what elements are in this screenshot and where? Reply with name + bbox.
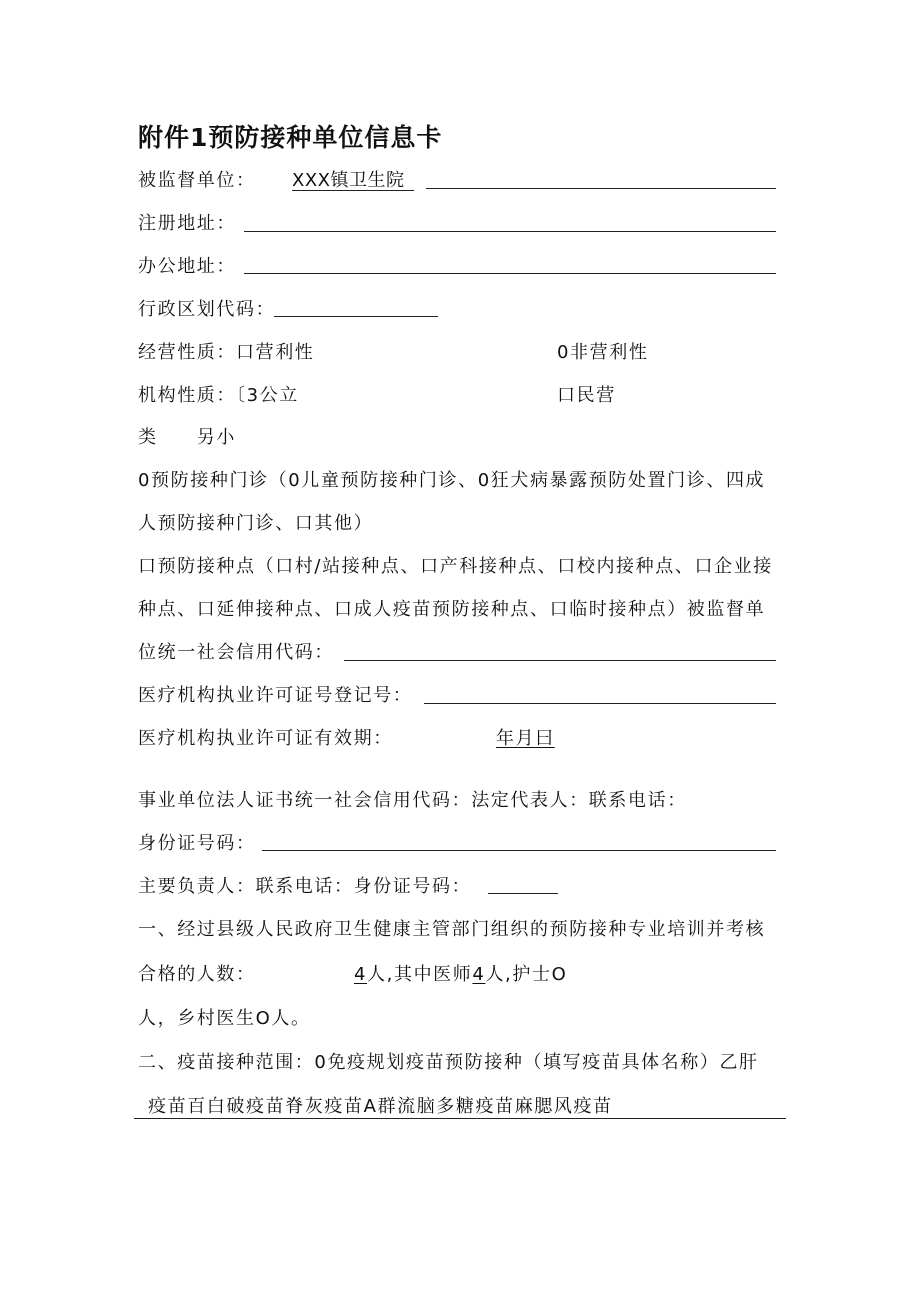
business-nature-label: 经营性质： — [138, 342, 236, 363]
license-validity-date[interactable]: 年月曰 — [496, 728, 555, 749]
supervised-unit-label: 被监督单位： — [138, 170, 256, 191]
vaccine-list-underline — [134, 1118, 786, 1119]
section-2-line-2: 疫苗百白破疫苗脊灰疫苗A群流脑多糖疫苗麻腮风疫苗 — [148, 1096, 613, 1117]
business-nature-row — [138, 340, 314, 366]
point-options-line-1: 口预防接种点（口村/站接种点、口产科接种点、口校内接种点、口企业接 — [138, 556, 773, 577]
business-option-profit[interactable]: 口营利性 — [236, 342, 315, 363]
clinic-options-line-1: 0预防接种门诊（0儿童预防接种门诊、0狂犬病暴露预防处置门诊、四成 — [138, 470, 766, 491]
section-1-line-1: 一、经过县级人民政府卫生健康主管部门组织的预防接种专业培训并考核 — [138, 919, 766, 940]
qualified-total[interactable]: 4 — [354, 964, 368, 985]
supervised-unit-row — [138, 168, 256, 194]
org-option-public[interactable]: 〔3公立 — [236, 385, 299, 406]
org-nature-label: 机构性质： — [138, 385, 236, 406]
point-options-line-2: 种点、口延伸接种点、口成人疫苗预防接种点、口临时接种点）被监督单 — [138, 599, 766, 620]
supervised-unit-blank[interactable] — [426, 188, 776, 189]
business-option-nonprofit[interactable]: 0非营利性 — [557, 342, 649, 363]
office-address-blank[interactable] — [244, 273, 776, 274]
clinic-options-line-2: 人预防接种门诊、口其他） — [138, 513, 374, 534]
region-code-label: 行政区划代码： — [138, 299, 276, 320]
qualified-doctors[interactable]: 4 — [472, 964, 486, 985]
org-option-private[interactable]: 口民营 — [557, 385, 616, 406]
license-number-label: 医疗机构执业许可证号登记号： — [138, 685, 413, 706]
org-nature-row — [138, 383, 299, 409]
region-code-blank[interactable] — [274, 316, 438, 317]
qualified-nurse-text: 人,护士O — [485, 964, 568, 985]
head-id-blank[interactable] — [488, 893, 558, 894]
legal-person-line: 事业单位法人证书统一社会信用代码：法定代表人：联系电话： — [138, 790, 687, 811]
page-title: 附件1预防接种单位信息卡 — [138, 123, 443, 152]
section-2-line-1: 二、疫苗接种范围：0免疫规划疫苗预防接种（填写疫苗具体名称）乙肝 — [138, 1052, 759, 1073]
credit-code-label: 位统一社会信用代码： — [138, 642, 334, 663]
id-number-label: 身份证号码： — [138, 833, 256, 854]
section-1-counts — [354, 962, 567, 988]
registered-address-blank[interactable] — [244, 231, 776, 232]
id-number-blank[interactable] — [262, 850, 776, 851]
category-label: 类 另小 — [138, 427, 236, 448]
office-address-label: 办公地址： — [138, 256, 236, 277]
credit-code-blank[interactable] — [344, 660, 776, 661]
license-number-blank[interactable] — [424, 703, 776, 704]
supervised-unit-value: XXX镇卫生院 — [292, 170, 405, 191]
supervised-unit-value-underline — [292, 190, 414, 191]
section-1-label: 合格的人数： — [138, 964, 256, 985]
qualified-mid-text: 人,其中医师 — [367, 964, 473, 985]
license-validity-label: 医疗机构执业许可证有效期： — [138, 728, 393, 749]
head-person-line: 主要负责人：联系电话：身份证号码： — [138, 876, 472, 897]
section-1-line-3: 人，乡村医生O人。 — [138, 1008, 311, 1029]
registered-address-label: 注册地址： — [138, 213, 236, 234]
